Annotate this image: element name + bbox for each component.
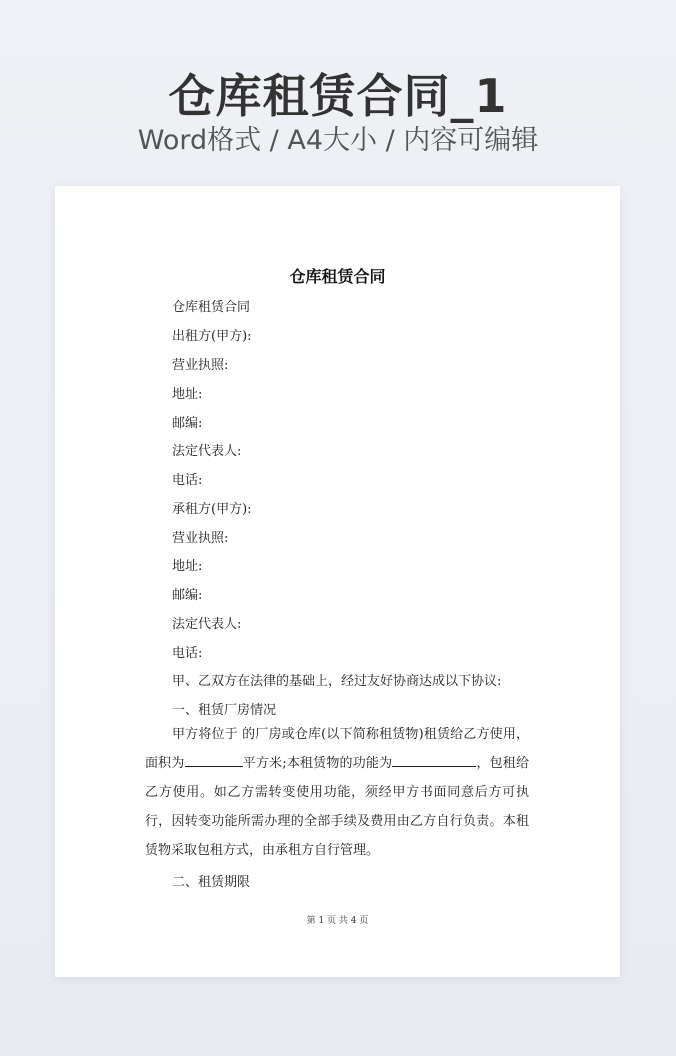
doc-line-heading: 仓库租赁合同 xyxy=(172,300,251,315)
doc-line-lessee-address: 地址: xyxy=(172,559,203,574)
function-blank xyxy=(392,754,476,767)
doc-section-one: 一、租赁厂房情况 xyxy=(172,703,277,718)
doc-line-lessor: 出租方(甲方): xyxy=(172,329,252,344)
doc-paragraph-lease-details xyxy=(145,720,529,865)
area-blank xyxy=(185,754,243,767)
doc-line-lessor-address: 地址: xyxy=(172,387,203,402)
doc-section-two: 二、租赁期限 xyxy=(172,875,251,890)
doc-line-lessee-rep: 法定代表人: xyxy=(172,617,242,632)
banner-title: 仓库租赁合同_1 xyxy=(168,69,508,123)
paragraph-text-3: ，包租给乙方使用。如乙方需转变使用功能，须经甲方书面同意后方可执行，因转变功能所需办理的全部手续及费用由乙方自行负责。本租赁物采取包租方式，由承租方自行管理。 xyxy=(145,756,529,858)
banner-subtitle: Word格式 / A4大小 / 内容可编辑 xyxy=(137,125,539,156)
doc-line-lessee-postcode: 邮编: xyxy=(172,588,203,603)
paragraph-text-2: 平方米;本租赁物的功能为 xyxy=(242,756,393,771)
doc-line-lessor-license: 营业执照: xyxy=(172,358,229,373)
doc-line-agreement: 甲、乙双方在法律的基础上，经过友好协商达成以下协议: xyxy=(172,674,502,689)
doc-line-lessor-phone: 电话: xyxy=(172,473,203,488)
doc-line-lessor-rep: 法定代表人: xyxy=(172,444,242,459)
doc-line-lessee: 承租方(甲方): xyxy=(172,502,252,517)
paragraph-text-1: 甲方将位于 的厂房或仓库(以下简称租赁物)租赁给乙方使用，面积为 xyxy=(145,727,529,771)
page-footer: 第 1 页 共 4 页 xyxy=(306,916,369,926)
document-title: 仓库租赁合同 xyxy=(289,267,386,286)
doc-line-lessor-postcode: 邮编: xyxy=(172,416,203,431)
doc-line-lessee-license: 营业执照: xyxy=(172,531,229,546)
document-page xyxy=(55,186,620,977)
doc-line-lessee-phone: 电话: xyxy=(172,646,203,661)
